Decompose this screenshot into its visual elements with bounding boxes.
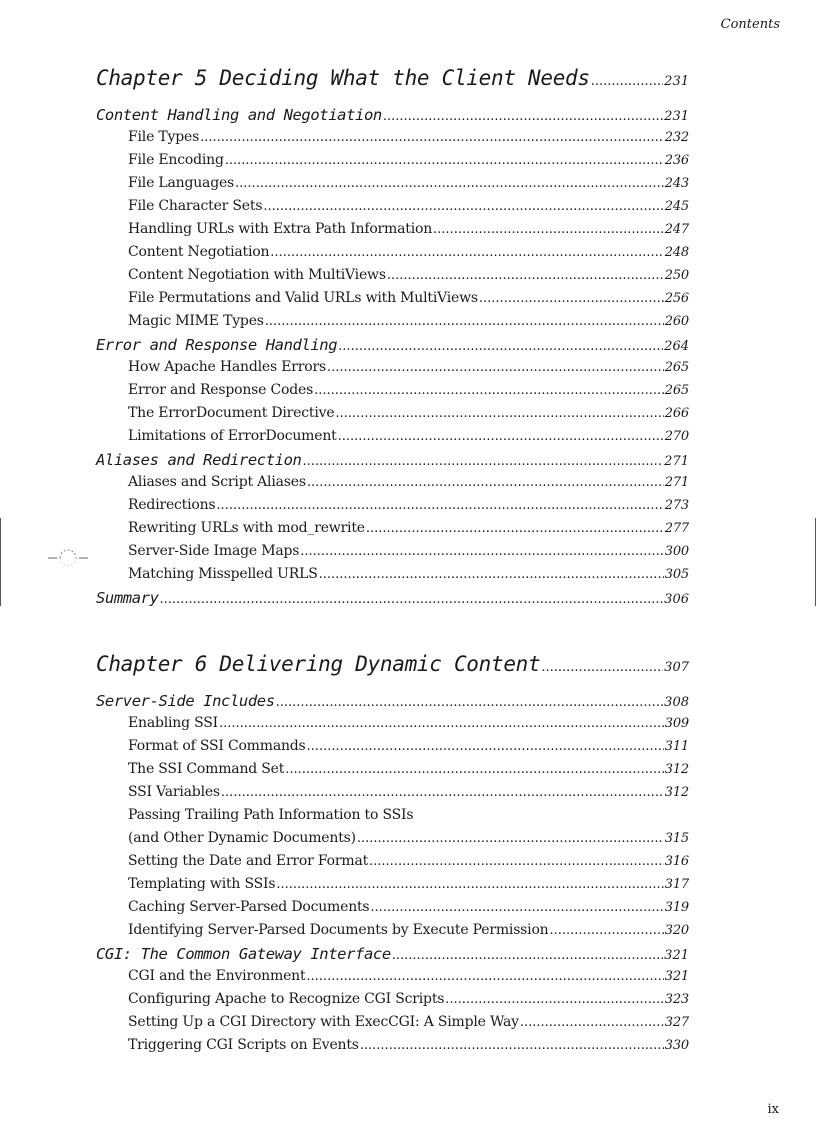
subsection-entry	[96, 566, 689, 589]
subsection-entry	[96, 359, 689, 382]
dot-leader	[360, 1038, 664, 1053]
section-title: CGI: The Common Gateway Interface	[96, 945, 391, 963]
dot-leader	[219, 716, 664, 731]
subsection-title: File Character Sets	[128, 198, 263, 214]
page-number: 277	[664, 521, 689, 536]
dot-leader	[307, 475, 664, 490]
page-number: 312	[664, 762, 689, 777]
page-number: 321	[664, 969, 689, 984]
subsection-entry	[96, 474, 689, 497]
dot-leader	[285, 762, 664, 777]
dot-leader	[369, 854, 664, 869]
page-number: 271	[664, 475, 689, 490]
section-title: Summary	[96, 589, 159, 607]
subsection-title: Templating with SSIs	[128, 876, 276, 892]
subsection-entry	[96, 405, 689, 428]
dot-leader	[276, 695, 664, 710]
dot-leader	[433, 222, 664, 237]
subsection-entry	[96, 853, 689, 876]
subsection-title: File Types	[128, 129, 200, 145]
dot-leader	[263, 199, 663, 214]
dot-leader	[300, 544, 664, 559]
page-number: 309	[664, 716, 689, 731]
page-number: 248	[664, 245, 689, 260]
subsection-entry	[96, 290, 689, 313]
dot-leader	[216, 498, 663, 513]
page-number: 308	[664, 695, 689, 710]
dot-leader	[314, 383, 664, 398]
page-number: 256	[664, 291, 689, 306]
section-entry	[96, 451, 689, 474]
subsection-entry	[96, 497, 689, 520]
subsection-entry	[96, 738, 689, 761]
page-number: 317	[664, 877, 689, 892]
page-number: 232	[664, 130, 689, 145]
chapter-5-entry	[96, 66, 689, 92]
dot-leader	[270, 245, 663, 260]
subsection-title: Handling URLs with Extra Path Information	[128, 221, 433, 237]
subsection-title: Server-Side Image Maps	[128, 543, 300, 559]
subsection-title: Enabling SSI	[128, 715, 218, 731]
page-number: 271	[664, 454, 689, 469]
dot-leader	[160, 592, 664, 607]
dot-leader	[387, 268, 664, 283]
section-title: Error and Response Handling	[96, 336, 338, 354]
page-number: 270	[664, 429, 689, 444]
chapter-title: Chapter 6 Delivering Dynamic Content	[96, 652, 541, 676]
subsection-entry	[96, 267, 689, 290]
dot-leader	[338, 339, 663, 354]
page-number: 319	[664, 900, 689, 915]
page-number: 330	[664, 1038, 689, 1053]
dot-leader	[541, 660, 663, 675]
subsection-title: Limitations of ErrorDocument	[128, 428, 337, 444]
subsection-entry	[96, 830, 689, 853]
section-entry	[96, 589, 689, 612]
page-number: 264	[664, 339, 689, 354]
subsection-entry	[96, 244, 689, 267]
subsection-entry	[96, 715, 689, 738]
page-number: 320	[664, 923, 689, 938]
dot-leader	[445, 992, 664, 1007]
page-number: 265	[664, 383, 689, 398]
page-number: 311	[664, 739, 689, 754]
subsection-entry	[96, 1037, 689, 1060]
section-entry	[96, 336, 689, 359]
page-number: 265	[664, 360, 689, 375]
page-number: 273	[664, 498, 689, 513]
crop-mark-left-top	[0, 518, 1, 606]
toc-chapter-5	[96, 60, 689, 612]
page-number: 247	[664, 222, 689, 237]
dot-leader	[392, 948, 663, 963]
section-title: Aliases and Redirection	[96, 451, 302, 469]
subsection-title: The ErrorDocument Directive	[128, 405, 335, 421]
page-number: 260	[664, 314, 689, 329]
subsection-entry	[96, 221, 689, 244]
page-number: 300	[664, 544, 689, 559]
subsection-title: CGI and the Environment	[128, 968, 306, 984]
running-head: Contents	[720, 17, 780, 32]
subsection-title: Aliases and Script Aliases	[128, 474, 306, 490]
chapter-6-entry	[96, 652, 689, 678]
subsection-title: Rewriting URLs with mod_rewrite	[128, 520, 365, 536]
page-number: 307	[664, 660, 689, 675]
subsection-entry-continued	[96, 807, 689, 830]
section-entry	[96, 106, 689, 129]
subsection-entry	[96, 876, 689, 899]
section-entry	[96, 945, 689, 968]
dot-leader	[200, 130, 664, 145]
page-number: 306	[664, 592, 689, 607]
subsection-entry	[96, 761, 689, 784]
toc-chapter-6	[96, 646, 689, 1060]
subsection-title: File Encoding	[128, 152, 224, 168]
subsection-title: Passing Trailing Path Information to SSIs	[128, 807, 414, 823]
dot-leader	[327, 360, 664, 375]
dot-leader	[276, 877, 663, 892]
subsection-title: Triggering CGI Scripts on Events	[128, 1037, 359, 1053]
subsection-title: File Languages	[128, 175, 235, 191]
subsection-title: Setting Up a CGI Directory with ExecCGI: A Simple Way	[128, 1014, 519, 1030]
dot-leader	[335, 406, 663, 421]
subsection-entry	[96, 129, 689, 152]
subsection-entry	[96, 428, 689, 451]
dot-leader	[265, 314, 664, 329]
dot-leader	[221, 785, 664, 800]
page-folio: ix	[767, 1102, 779, 1117]
subsection-entry	[96, 784, 689, 807]
dot-leader	[302, 454, 663, 469]
page-number: 236	[664, 153, 689, 168]
page-number: 327	[664, 1015, 689, 1030]
subsection-entry	[96, 313, 689, 336]
dot-leader	[520, 1015, 664, 1030]
subsection-title: Error and Response Codes	[128, 382, 314, 398]
page-number: 312	[664, 785, 689, 800]
page-number: 245	[664, 199, 689, 214]
dot-leader	[225, 153, 664, 168]
dot-leader	[591, 74, 663, 89]
subsection-entry	[96, 968, 689, 991]
dot-leader	[319, 567, 664, 582]
dot-leader	[370, 900, 663, 915]
dot-leader	[235, 176, 664, 191]
subsection-entry	[96, 152, 689, 175]
subsection-entry	[96, 175, 689, 198]
subsection-title: Redirections	[128, 497, 216, 513]
registration-mark-icon	[48, 548, 88, 568]
subsection-title: Content Negotiation	[128, 244, 270, 260]
dot-leader	[338, 429, 664, 444]
page-number: 305	[664, 567, 689, 582]
subsection-title: SSI Variables	[128, 784, 220, 800]
subsection-title: The SSI Command Set	[128, 761, 285, 777]
subsection-title: Matching Misspelled URLS	[128, 566, 318, 582]
dot-leader	[357, 831, 664, 846]
section-entry	[96, 692, 689, 715]
chapter-title: Chapter 5 Deciding What the Client Needs	[96, 66, 590, 90]
subsection-title: Content Negotiation with MultiViews	[128, 267, 386, 283]
page-number: 250	[664, 268, 689, 283]
page-number: 321	[664, 948, 689, 963]
subsection-entry	[96, 543, 689, 566]
page-number: 243	[664, 176, 689, 191]
page-number: 266	[664, 406, 689, 421]
subsection-entry	[96, 520, 689, 543]
subsection-title: Setting the Date and Error Format	[128, 853, 369, 869]
subsection-title: How Apache Handles Errors	[128, 359, 326, 375]
page-number: 323	[664, 992, 689, 1007]
dot-leader	[366, 521, 664, 536]
page-number: 316	[664, 854, 689, 869]
subsection-entry	[96, 899, 689, 922]
subsection-title: Magic MIME Types	[128, 313, 264, 329]
subsection-title: Format of SSI Commands	[128, 738, 306, 754]
dot-leader	[550, 923, 664, 938]
subsection-title: Configuring Apache to Recognize CGI Scripts	[128, 991, 445, 1007]
page-number: 231	[664, 109, 689, 124]
subsection-title: Identifying Server-Parsed Documents by Execute Permission	[128, 922, 549, 938]
subsection-entry	[96, 1014, 689, 1037]
page-number: 231	[664, 74, 689, 89]
section-title: Server-Side Includes	[96, 692, 275, 710]
section-title: Content Handling and Negotiation	[96, 106, 382, 124]
subsection-entry	[96, 382, 689, 405]
subsection-entry	[96, 198, 689, 221]
subsection-entry	[96, 922, 689, 945]
dot-leader	[479, 291, 664, 306]
dot-leader	[307, 739, 664, 754]
subsection-title: Caching Server-Parsed Documents	[128, 899, 370, 915]
dot-leader	[306, 969, 663, 984]
dot-leader	[383, 109, 663, 124]
subsection-title: File Permutations and Valid URLs with MultiViews	[128, 290, 478, 306]
subsection-title: (and Other Dynamic Documents)	[128, 830, 356, 846]
page-number: 315	[664, 831, 689, 846]
subsection-entry	[96, 991, 689, 1014]
